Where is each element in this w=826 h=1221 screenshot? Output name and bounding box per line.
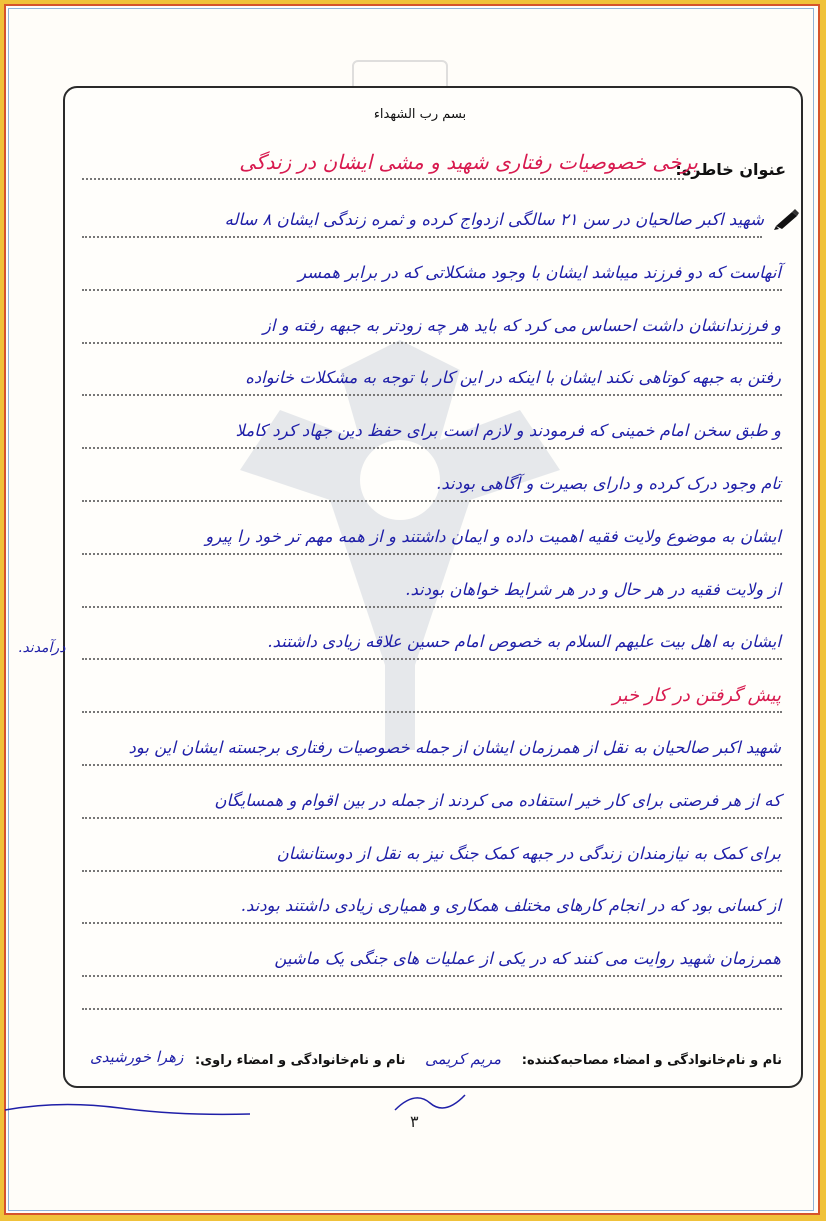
- handwritten-line: و طبق سخن امام خمینی که فرمودند و لازم است برای حفظ دین جهاد کرد کاملا: [235, 421, 781, 441]
- handwritten-line: پیش گرفتن در کار خیر: [612, 685, 781, 707]
- dotted-guideline: [82, 870, 782, 872]
- dotted-guideline: [82, 342, 782, 344]
- dotted-guideline: [82, 553, 782, 555]
- dotted-guideline: [82, 975, 782, 977]
- handwritten-line: از کسانی بود که در انجام کارهای مختلف همکاری و همیاری زیادی داشتند بودند.: [240, 896, 781, 916]
- dotted-guideline: [82, 606, 782, 608]
- handwritten-line: شهید اکبر صالحیان به نقل از همرزمان ایشان از جمله خصوصیات رفتاری برجسته ایشان این بود: [128, 738, 781, 757]
- handwritten-line: و فرزندانشان داشت احساس می کرد که باید هر چه زودتر به جبهه رفته و از: [262, 315, 781, 335]
- memoir-title-label: عنوان خاطره:: [675, 160, 786, 179]
- narrator-name: زهرا خورشیدی: [90, 1048, 184, 1066]
- narrator-label-text: نام و نام‌خانوادگی و امضاء راوی:: [195, 1053, 406, 1068]
- dotted-guideline: [82, 1008, 782, 1010]
- handwritten-line: ایشان به اهل بیت علیهم السلام به خصوص امام حسین علاقه زیادی داشتند.: [267, 632, 781, 652]
- handwritten-line: آنهاست که دو فرزند میباشد ایشان با وجود مشکلاتی که در برابر همسر: [298, 262, 781, 282]
- header-basmala: بسم رب الشهداء: [373, 107, 467, 122]
- dotted-guideline: [82, 658, 782, 660]
- signature-scribble-2: [390, 1085, 470, 1115]
- dotted-guideline: [82, 447, 782, 449]
- signature-scribble: [0, 1090, 260, 1130]
- handwritten-line: شهید اکبر صالحیان در سن ۲۱ سالگی ازدواج کرده و ثمره زندگی ایشان ۸ ساله: [224, 210, 764, 229]
- dotted-guideline: [82, 500, 782, 502]
- page-number: ۳: [410, 1112, 419, 1131]
- memoir-title-value: برخی خصوصیات رفتاری شهید و مشی ایشان در زندگی: [239, 150, 698, 174]
- handwritten-line: تام وجود درک کرده و دارای بصیرت و آگاهی بودند.: [436, 474, 781, 493]
- dotted-guideline: [82, 394, 782, 396]
- interviewer-label: نام و نام‌خانوادگی و امضاء مصاحبه‌کننده:: [521, 1053, 782, 1068]
- handwritten-line: ایشان به موضوع ولایت فقیه اهمیت داده و ایمان داشتند و از همه مهم تر خود را پیرو: [205, 526, 781, 546]
- pen-icon: [774, 208, 800, 230]
- dotted-guideline: [82, 711, 782, 713]
- dotted-guideline: [82, 764, 782, 766]
- handwritten-line: که از هر فرصتی برای کار خیر استفاده می کردند از جمله در بین اقوام و همسایگان: [214, 790, 781, 810]
- dotted-guideline: [82, 289, 782, 291]
- handwritten-line: از ولایت فقیه در هر حال و در هر شرایط خواهان بودند.: [405, 579, 781, 599]
- margin-note: درآمدند.: [18, 640, 66, 656]
- dotted-guideline: [82, 922, 782, 924]
- handwritten-line: برای کمک به نیازمندان زندگی در جبهه کمک جنگ نیز به نقل از دوستانشان: [276, 843, 781, 863]
- handwritten-line: همرزمان شهید روایت می کنند که در یکی از عملیات های جنگی یک ماشین: [274, 949, 781, 969]
- dotted-guideline: [82, 817, 782, 819]
- interviewer-name: مریم کریمی: [425, 1050, 502, 1068]
- footer-signatures: [516, 1053, 782, 1068]
- handwritten-line: رفتن به جبهه کوتاهی نکند ایشان با اینکه در این کار با توجه به مشکلات خانواده: [245, 368, 781, 388]
- dotted-guideline: [82, 236, 762, 238]
- title-dotted-line: [82, 178, 684, 180]
